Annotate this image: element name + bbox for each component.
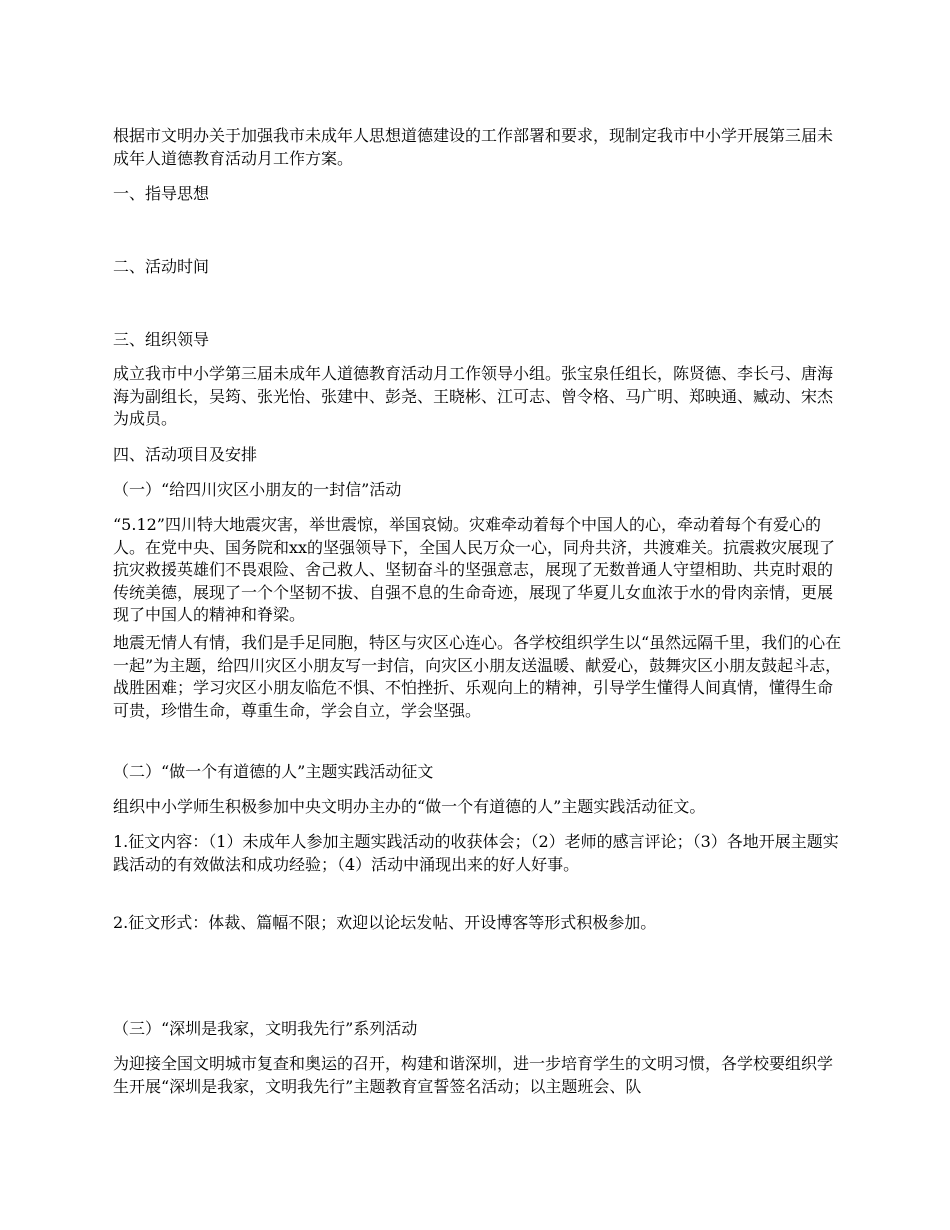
section-heading-activity-time: 二、活动时间 <box>113 257 210 276</box>
letter-paragraph: 地震无情人有情，我们是手足同胞，特区与灾区心连心。各学校组织学生以“虽然远隔千里，我们的心在一起”为主题，给四川灾区小朋友写一封信，向灾区小朋友送温暖、献爱心，鼓舞灾区小朋友鼓起斗志，战胜困难；学习灾区小朋友临危不惧、不怕挫折、乐观向上的精神，引导学生懂得人间真情，懂得生命可贵，珍惜生命，尊重生命，学会自立，学会坚强。 <box>113 633 842 720</box>
section-heading-organization: 三、组织领导 <box>113 330 210 349</box>
section-heading-guiding-thought: 一、指导思想 <box>113 184 210 203</box>
essay-content-paragraph: 1.征文内容：（1）未成年人参加主题实践活动的收获体会；（2）老师的感言评论；（3）各地开展主题实践活动的有效做法和成功经验；（4）活动中涌现出来的好人好事。 <box>113 832 839 874</box>
shenzhen-paragraph: 为迎接全国文明城市复查和奥运的召开，构建和谐深圳，进一步培育学生的文明习惯，各学校要组织学生开展“深圳是我家，文明我先行”主题教育宣誓签名活动；以主题班会、队 <box>113 1054 834 1096</box>
section-heading-activities: 四、活动项目及安排 <box>113 445 258 464</box>
leadership-paragraph: 成立我市中小学第三届未成年人道德教育活动月工作领导小组。张宝泉任组长，陈贤德、李长弓、唐海海为副组长，吴筠、张光怡、张建中、彭尧、王晓彬、江可志、曾令格、马广明、郑映通、臧动、宋杰为成员。 <box>113 364 834 428</box>
intro-paragraph: 根据市文明办关于加强我市未成年人思想道德建设的工作部署和要求，现制定我市中小学开展第三届未成年人道德教育活动月工作方案。 <box>113 126 834 168</box>
earthquake-paragraph: “5.12”四川特大地震灾害，举世震惊，举国哀恸。灾难牵动着每个中国人的心，牵动着每个有爱心的人。在党中央、国务院和xx的坚强领导下，全国人民万众一心，同舟共济，共渡难关。抗震救灾展现了抗灾救援英雄们不畏艰险、舍己救人、坚韧奋斗的坚强意志，展现了无数普通人守望相助、共克时艰的传统美德，展现了一个个坚韧不拔、自强不息的生命奇迹，展现了华夏儿女血浓于水的骨肉亲情，更展现了中国人的精神和脊梁。 <box>113 515 836 624</box>
subheading-letter-activity: （一）“给四川灾区小朋友的一封信”活动 <box>113 480 402 499</box>
essay-format-paragraph: 2.征文形式：体裁、篇幅不限；欢迎以论坛发帖、开设博客等形式积极参加。 <box>113 913 657 932</box>
subheading-essay-activity: （二）“做一个有道德的人”主题实践活动征文 <box>113 762 434 781</box>
subheading-shenzhen-activity: （三）“深圳是我家，文明我先行”系列活动 <box>113 1019 418 1038</box>
essay-intro-paragraph: 组织中小学师生积极参加中央文明办主办的“做一个有道德的人”主题实践活动征文。 <box>113 797 706 816</box>
